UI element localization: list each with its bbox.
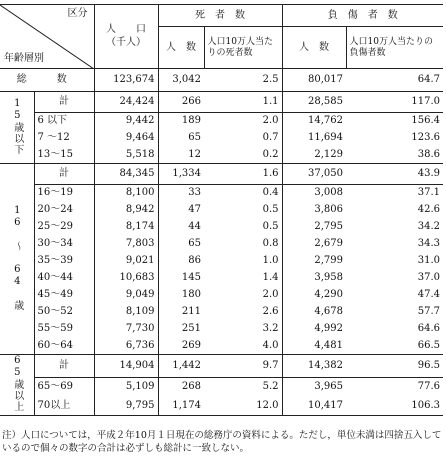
- age-bracket-deaths: 65: [188, 132, 201, 143]
- total-deaths: 3,042: [158, 69, 204, 92]
- age-bracket-injured-rate: 106.3: [346, 397, 443, 416]
- age-bracket-injured-rate: 64.6: [417, 323, 440, 334]
- age-bracket-deaths: 44: [188, 221, 201, 232]
- injured-group-header: 負 傷 者 数: [282, 5, 443, 27]
- age-bracket-label: 70以上: [34, 397, 94, 416]
- age-bracket-row: [0, 397, 443, 416]
- age-bracket-label: 30～34: [34, 236, 94, 253]
- deaths-count-header: 人 数: [158, 27, 204, 69]
- subtotal-injured: 14,382: [282, 355, 346, 378]
- age-bracket-injured: 10,417: [282, 397, 346, 416]
- age-bracket-injured: 2,795: [314, 221, 343, 232]
- age-bracket-label: 65～69: [34, 378, 94, 397]
- age-bracket-row: [0, 321, 443, 338]
- age-bracket-injured: 4,992: [314, 323, 343, 334]
- age-bracket-deaths: 211: [181, 306, 201, 317]
- age-bracket-deaths: 33: [188, 187, 201, 199]
- total-population: 123,674: [94, 69, 158, 92]
- age-bracket-deaths: 251: [181, 323, 201, 334]
- subtotal-injured: 37,050: [282, 164, 346, 185]
- age-bracket-population: 8,100: [94, 185, 158, 202]
- age-bracket-row: [0, 338, 443, 355]
- age-bracket-population: 9,795: [94, 397, 158, 416]
- subtotal-population: 84,345: [94, 164, 158, 185]
- corner-label-age-group: 年齢層別: [4, 53, 44, 64]
- age-bracket-label: 13～15: [34, 147, 94, 164]
- age-bracket-injured-rate: 57.7: [417, 306, 440, 317]
- deaths-rate-header: 人口10万人当たりの死者数: [204, 27, 282, 69]
- age-bracket-injured: 14,762: [308, 115, 343, 127]
- age-bracket-row: [0, 287, 443, 304]
- age-bracket-death-rate: 0.7: [204, 130, 282, 147]
- age-bracket-injured: 4,678: [314, 306, 343, 317]
- injured-count-header: 人 数: [282, 27, 346, 69]
- subtotal-injured-rate: 96.5: [346, 355, 443, 378]
- subtotal-label: 計: [34, 92, 94, 113]
- age-bracket-injured: 3,008: [314, 187, 343, 199]
- group-subtotal-row: [0, 164, 443, 185]
- age-bracket-population: 9,021: [94, 253, 158, 270]
- age-bracket-injured-rate: 156.4: [411, 115, 440, 127]
- age-bracket-death-rate: 0.4: [204, 185, 282, 202]
- subtotal-injured-rate: 43.9: [346, 164, 443, 185]
- age-bracket-injured-rate: 34.3: [417, 238, 440, 249]
- age-bracket-death-rate: 12.0: [204, 397, 282, 416]
- group-label: 15歳以下: [11, 97, 23, 155]
- age-bracket-population: 7,803: [94, 236, 158, 253]
- age-bracket-deaths: 47: [188, 204, 201, 215]
- age-bracket-injured: 4,481: [282, 338, 346, 355]
- age-bracket-injured: 2,129: [282, 147, 346, 164]
- age-bracket-row: [0, 253, 443, 270]
- age-bracket-label: 20～24: [34, 202, 94, 219]
- total-row-label: 総 数: [0, 69, 94, 92]
- age-bracket-death-rate: 1.0: [204, 253, 282, 270]
- age-bracket-population: 7,730: [94, 321, 158, 338]
- age-bracket-row: [0, 304, 443, 321]
- age-bracket-death-rate: 1.4: [204, 270, 282, 287]
- age-bracket-deaths: 1,174: [158, 397, 204, 416]
- corner-label-category: 区分: [67, 8, 88, 19]
- subtotal-death-rate: 1.6: [204, 164, 282, 185]
- group-label-cell: [0, 92, 34, 164]
- group-subtotal-row: [0, 355, 443, 378]
- age-bracket-death-rate: 5.2: [204, 378, 282, 397]
- age-bracket-row: [0, 185, 443, 202]
- age-bracket-label: 25～29: [34, 219, 94, 236]
- age-bracket-population: 8,942: [94, 202, 158, 219]
- age-bracket-deaths: 65: [188, 238, 201, 249]
- population-header-unit: （千人）: [106, 37, 146, 48]
- age-bracket-row: [0, 113, 443, 130]
- age-bracket-death-rate: 2.0: [204, 113, 282, 130]
- age-bracket-label: 55～59: [34, 321, 94, 338]
- subtotal-injured-rate: 117.0: [346, 92, 443, 113]
- age-bracket-row: [0, 219, 443, 236]
- age-bracket-label: 40～44: [34, 270, 94, 287]
- age-bracket-death-rate: 2.6: [204, 304, 282, 321]
- age-bracket-label: 45～49: [34, 287, 94, 304]
- age-bracket-deaths: 189: [181, 115, 201, 127]
- age-bracket-row: [0, 130, 443, 147]
- group-label: 16 ～ 64 歳: [11, 204, 23, 311]
- age-bracket-injured-rate: 123.6: [411, 132, 440, 143]
- age-bracket-injured-rate: 31.0: [417, 255, 440, 266]
- age-bracket-injured: 2,799: [314, 255, 343, 266]
- age-bracket-row: [0, 147, 443, 164]
- subtotal-deaths: 1,334: [158, 164, 204, 185]
- age-bracket-injured-rate: 37.1: [417, 187, 440, 199]
- population-header-label: 人 口: [106, 24, 146, 35]
- subtotal-label: 計: [34, 164, 94, 185]
- age-bracket-label: 50～52: [34, 304, 94, 321]
- age-bracket-deaths: 180: [181, 289, 201, 300]
- age-bracket-population: 9,442: [94, 113, 158, 130]
- age-bracket-population: 6,736: [94, 338, 158, 355]
- age-bracket-population: 8,109: [94, 304, 158, 321]
- age-bracket-death-rate: 2.0: [204, 287, 282, 304]
- age-bracket-deaths: 12: [158, 147, 204, 164]
- age-bracket-label: 60～64: [34, 338, 94, 355]
- age-bracket-death-rate: 0.8: [204, 236, 282, 253]
- age-bracket-population: 8,174: [94, 219, 158, 236]
- age-bracket-injured: 11,694: [308, 132, 343, 143]
- group-label-cell: [0, 355, 34, 416]
- age-bracket-label: 16～19: [34, 185, 94, 202]
- age-bracket-injured: 3,806: [314, 204, 343, 215]
- age-bracket-deaths: 145: [181, 272, 201, 283]
- age-bracket-injured-rate: 42.6: [417, 204, 440, 215]
- age-bracket-death-rate: 0.5: [204, 202, 282, 219]
- subtotal-label: 計: [34, 355, 94, 378]
- age-bracket-injured-rate: 38.6: [346, 147, 443, 164]
- table-corner-cell: [0, 5, 94, 69]
- subtotal-injured: 28,585: [282, 92, 346, 113]
- age-bracket-injured: 3,958: [314, 272, 343, 283]
- age-bracket-injured-rate: 34.2: [417, 221, 440, 232]
- subtotal-deaths: 266: [158, 92, 204, 113]
- age-bracket-death-rate: 0.2: [204, 147, 282, 164]
- age-bracket-injured-rate: 37.0: [417, 272, 440, 283]
- injured-rate-header: 人口10万人当たりの負傷者数: [346, 27, 443, 69]
- table-footnote: 注）人口については，平成２年10月１日現在の総務庁の資料による。ただし，単位未満は四捨五入しているので個々の数字の合計は必ずしも総計に一致しない。: [2, 430, 442, 454]
- group-label: 65歳以上: [11, 355, 23, 412]
- age-bracket-death-rate: 0.5: [204, 219, 282, 236]
- subtotal-population: 14,904: [94, 355, 158, 378]
- population-header: [94, 5, 158, 69]
- age-bracket-population: 9,464: [94, 130, 158, 147]
- age-bracket-row: [0, 270, 443, 287]
- age-bracket-injured-rate: 66.5: [346, 338, 443, 355]
- age-bracket-row: [0, 378, 443, 397]
- total-row: [0, 69, 443, 92]
- age-bracket-population: 5,518: [94, 147, 158, 164]
- age-bracket-row: [0, 202, 443, 219]
- age-bracket-label: 35～39: [34, 253, 94, 270]
- age-bracket-row: [0, 236, 443, 253]
- subtotal-deaths: 1,442: [158, 355, 204, 378]
- age-bracket-label: 7 ～12: [34, 130, 94, 147]
- age-bracket-population: 5,109: [94, 378, 158, 397]
- subtotal-death-rate: 1.1: [204, 92, 282, 113]
- age-bracket-injured: 4,290: [314, 289, 343, 300]
- age-bracket-death-rate: 3.2: [204, 321, 282, 338]
- age-bracket-population: 9,049: [94, 287, 158, 304]
- age-bracket-injured-rate: 47.4: [417, 289, 440, 300]
- group-subtotal-row: [0, 92, 443, 113]
- subtotal-death-rate: 9.7: [204, 355, 282, 378]
- age-bracket-injured: 3,965: [314, 381, 343, 393]
- age-bracket-deaths: 268: [181, 381, 201, 393]
- age-bracket-injured-rate: 77.6: [417, 381, 440, 393]
- age-bracket-deaths: 269: [158, 338, 204, 355]
- age-group-casualty-table: [0, 4, 443, 416]
- age-bracket-label: 6 以下: [34, 113, 94, 130]
- deaths-group-header: 死 者 数: [158, 5, 282, 27]
- group-label-cell: [0, 164, 34, 355]
- age-bracket-injured: 2,679: [314, 238, 343, 249]
- age-bracket-population: 10,683: [94, 270, 158, 287]
- total-death-rate: 2.5: [204, 69, 282, 92]
- age-bracket-deaths: 86: [188, 255, 201, 266]
- age-bracket-death-rate: 4.0: [204, 338, 282, 355]
- total-injured-rate: 64.7: [346, 69, 443, 92]
- total-injured: 80,017: [282, 69, 346, 92]
- subtotal-population: 24,424: [94, 92, 158, 113]
